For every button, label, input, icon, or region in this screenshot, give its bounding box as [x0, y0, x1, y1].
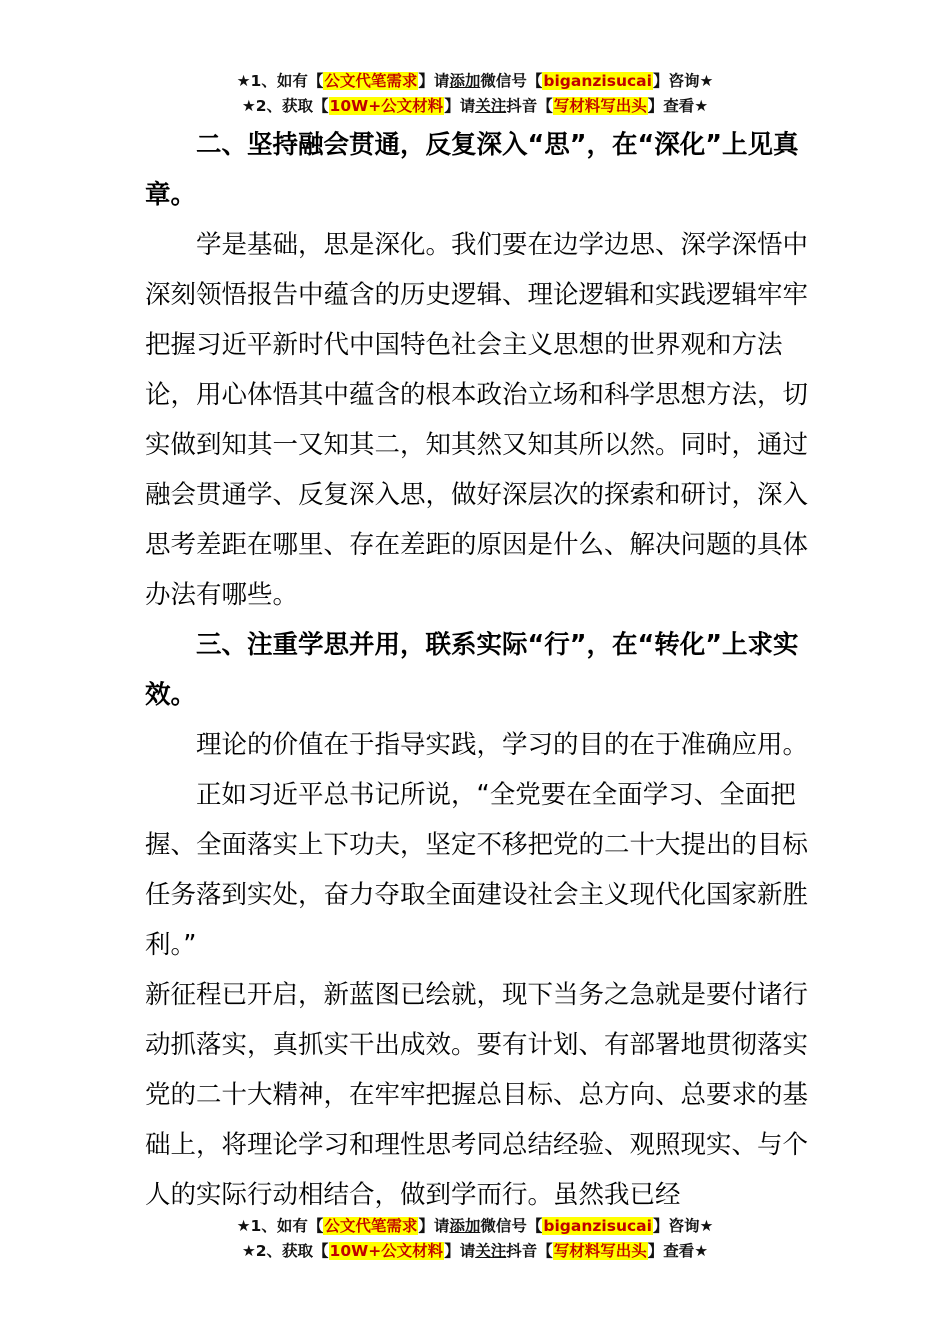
highlight-service: 公文代笔需求	[324, 1217, 418, 1235]
highlight-materials: 10W+公文材料	[329, 97, 444, 115]
paragraph-2: 理论的价值在于指导实践，学习的目的在于准确应用。	[196, 730, 809, 760]
highlight-materials: 10W+公文材料	[329, 1242, 444, 1260]
highlight-wechat-id: biganzisucai	[543, 1217, 652, 1235]
section-heading-3: 三、注重学思并用，联系实际“行”，在“转化”上求实效。	[145, 630, 799, 710]
footer-line-2: ★2、获取【10W+公文材料】请关注抖音【写材料写出头】查看★	[241, 1242, 709, 1260]
highlight-wechat-id: biganzisucai	[543, 72, 652, 90]
footer-banner	[0, 1214, 950, 1264]
section-heading-2: 二、坚持融会贯通，反复深入“思”，在“深化”上见真章。	[145, 130, 799, 210]
highlight-service: 公文代笔需求	[324, 72, 418, 90]
banner-line-1: ★1、如有【公文代笔需求】请添加微信号【biganzisucai】咨询★	[236, 72, 714, 90]
paragraph-4: 新征程已开启，新蓝图已绘就，现下当务之急就是要付诸行动抓落实，真抓实干出成效。要有计划、有部署地贯彻落实党的二十大精神，在牢牢把握总目标、总方向、总要求的基础上，将理论学习和理性思考同总结经验、观照现实、与个人的实际行动相结合，做到学而行。虽然我已经	[145, 980, 809, 1210]
banner-line-2: ★2、获取【10W+公文材料】请关注抖音【写材料写出头】查看★	[241, 97, 709, 115]
paragraph-1: 学是基础，思是深化。我们要在边学边思、深学深悟中深刻领悟报告中蕴含的历史逻辑、理论逻辑和实践逻辑牢牢把握习近平新时代中国特色社会主义思想的世界观和方法论，用心体悟其中蕴含的根本政治立场和科学思想方法，切实做到知其一又知其二，知其然又知其所以然。同时，通过融会贯通学、反复深入思，做好深层次的探索和研讨，深入思考差距在哪里、存在差距的原因是什么、解决问题的具体办法有哪些。	[145, 230, 809, 610]
highlight-douyin-account: 写材料写出头	[553, 1242, 647, 1260]
header-banner	[0, 69, 950, 119]
paragraph-3: 正如习近平总书记所说，“全党要在全面学习、全面把握、全面落实上下功夫，坚定不移把党的二十大提出的目标任务落到实处，奋力夺取全面建设社会主义现代化国家新胜利。”	[145, 780, 809, 960]
highlight-douyin-account: 写材料写出头	[553, 97, 647, 115]
footer-line-1: ★1、如有【公文代笔需求】请添加微信号【biganzisucai】咨询★	[236, 1217, 714, 1235]
document-body	[145, 120, 810, 1220]
